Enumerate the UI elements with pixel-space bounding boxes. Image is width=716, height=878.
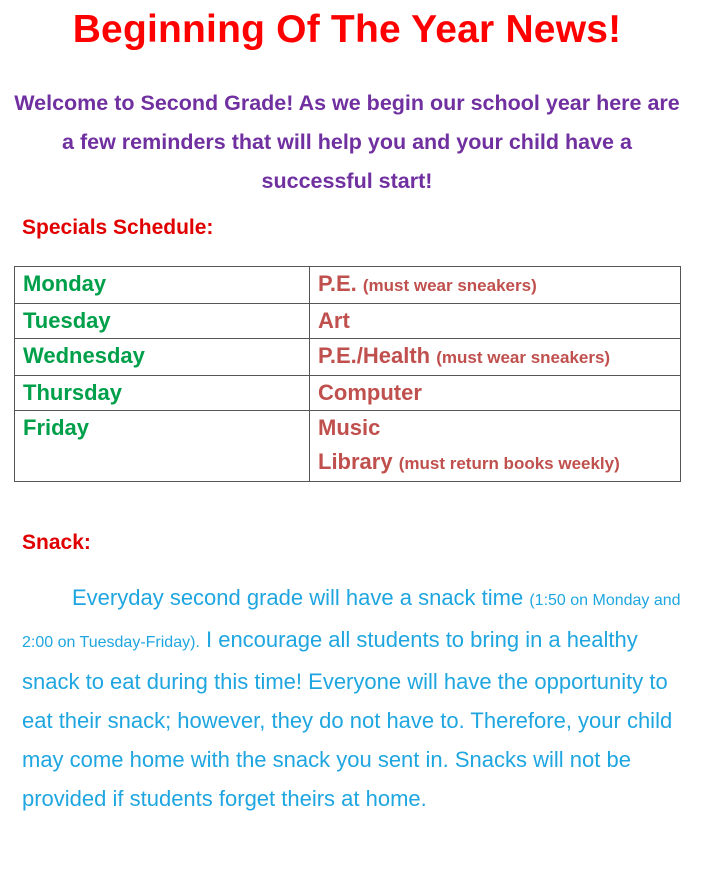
snack-text-part2: I encourage all students to bring in a healthy snack to eat during this time! Everyone will have the opportunity to eat their snack; however, they do not have to. Therefore, your child may come home with the snack you sent in. Snacks will not be provided if students forget theirs at home. bbox=[22, 627, 673, 811]
table-row bbox=[15, 376, 681, 411]
day-cell: Friday bbox=[15, 411, 310, 482]
day-cell: Tuesday bbox=[15, 304, 310, 339]
special-cell bbox=[310, 376, 681, 411]
special-name: P.E. bbox=[318, 271, 357, 296]
snack-text-part1: Everyday second grade will have a snack time bbox=[72, 585, 530, 610]
snack-paragraph bbox=[22, 578, 682, 818]
specials-schedule-heading: Specials Schedule: bbox=[22, 216, 214, 239]
special-line bbox=[318, 411, 680, 445]
page-title: Beginning Of The Year News! bbox=[72, 8, 622, 51]
snack-time-note: (1:50 on Monday and 2:00 on Tuesday-Friday). bbox=[22, 592, 681, 651]
special-name: P.E./Health bbox=[318, 343, 431, 368]
special-note: (must return books weekly) bbox=[398, 454, 620, 473]
special-name: Library bbox=[318, 449, 393, 474]
day-cell: Thursday bbox=[15, 376, 310, 411]
special-line bbox=[318, 445, 680, 481]
special-cell bbox=[310, 267, 681, 304]
day-cell: Wednesday bbox=[15, 339, 310, 376]
table-row bbox=[15, 267, 681, 304]
table-row bbox=[15, 339, 681, 376]
table-row bbox=[15, 411, 681, 482]
special-note: (must wear sneakers) bbox=[436, 348, 611, 367]
table-row bbox=[15, 304, 681, 339]
snack-heading: Snack: bbox=[22, 531, 91, 554]
day-cell: Monday bbox=[15, 267, 310, 304]
special-name: Computer bbox=[318, 380, 422, 405]
special-cell bbox=[310, 411, 681, 482]
special-note: (must wear sneakers) bbox=[362, 276, 537, 295]
specials-schedule-table bbox=[14, 266, 681, 482]
special-name: Art bbox=[318, 308, 350, 333]
intro-paragraph: Welcome to Second Grade! As we begin our school year here are a few reminders that will help you and your child have a successful start! bbox=[14, 91, 680, 193]
special-name: Music bbox=[318, 415, 381, 440]
special-cell bbox=[310, 304, 681, 339]
special-cell bbox=[310, 339, 681, 376]
